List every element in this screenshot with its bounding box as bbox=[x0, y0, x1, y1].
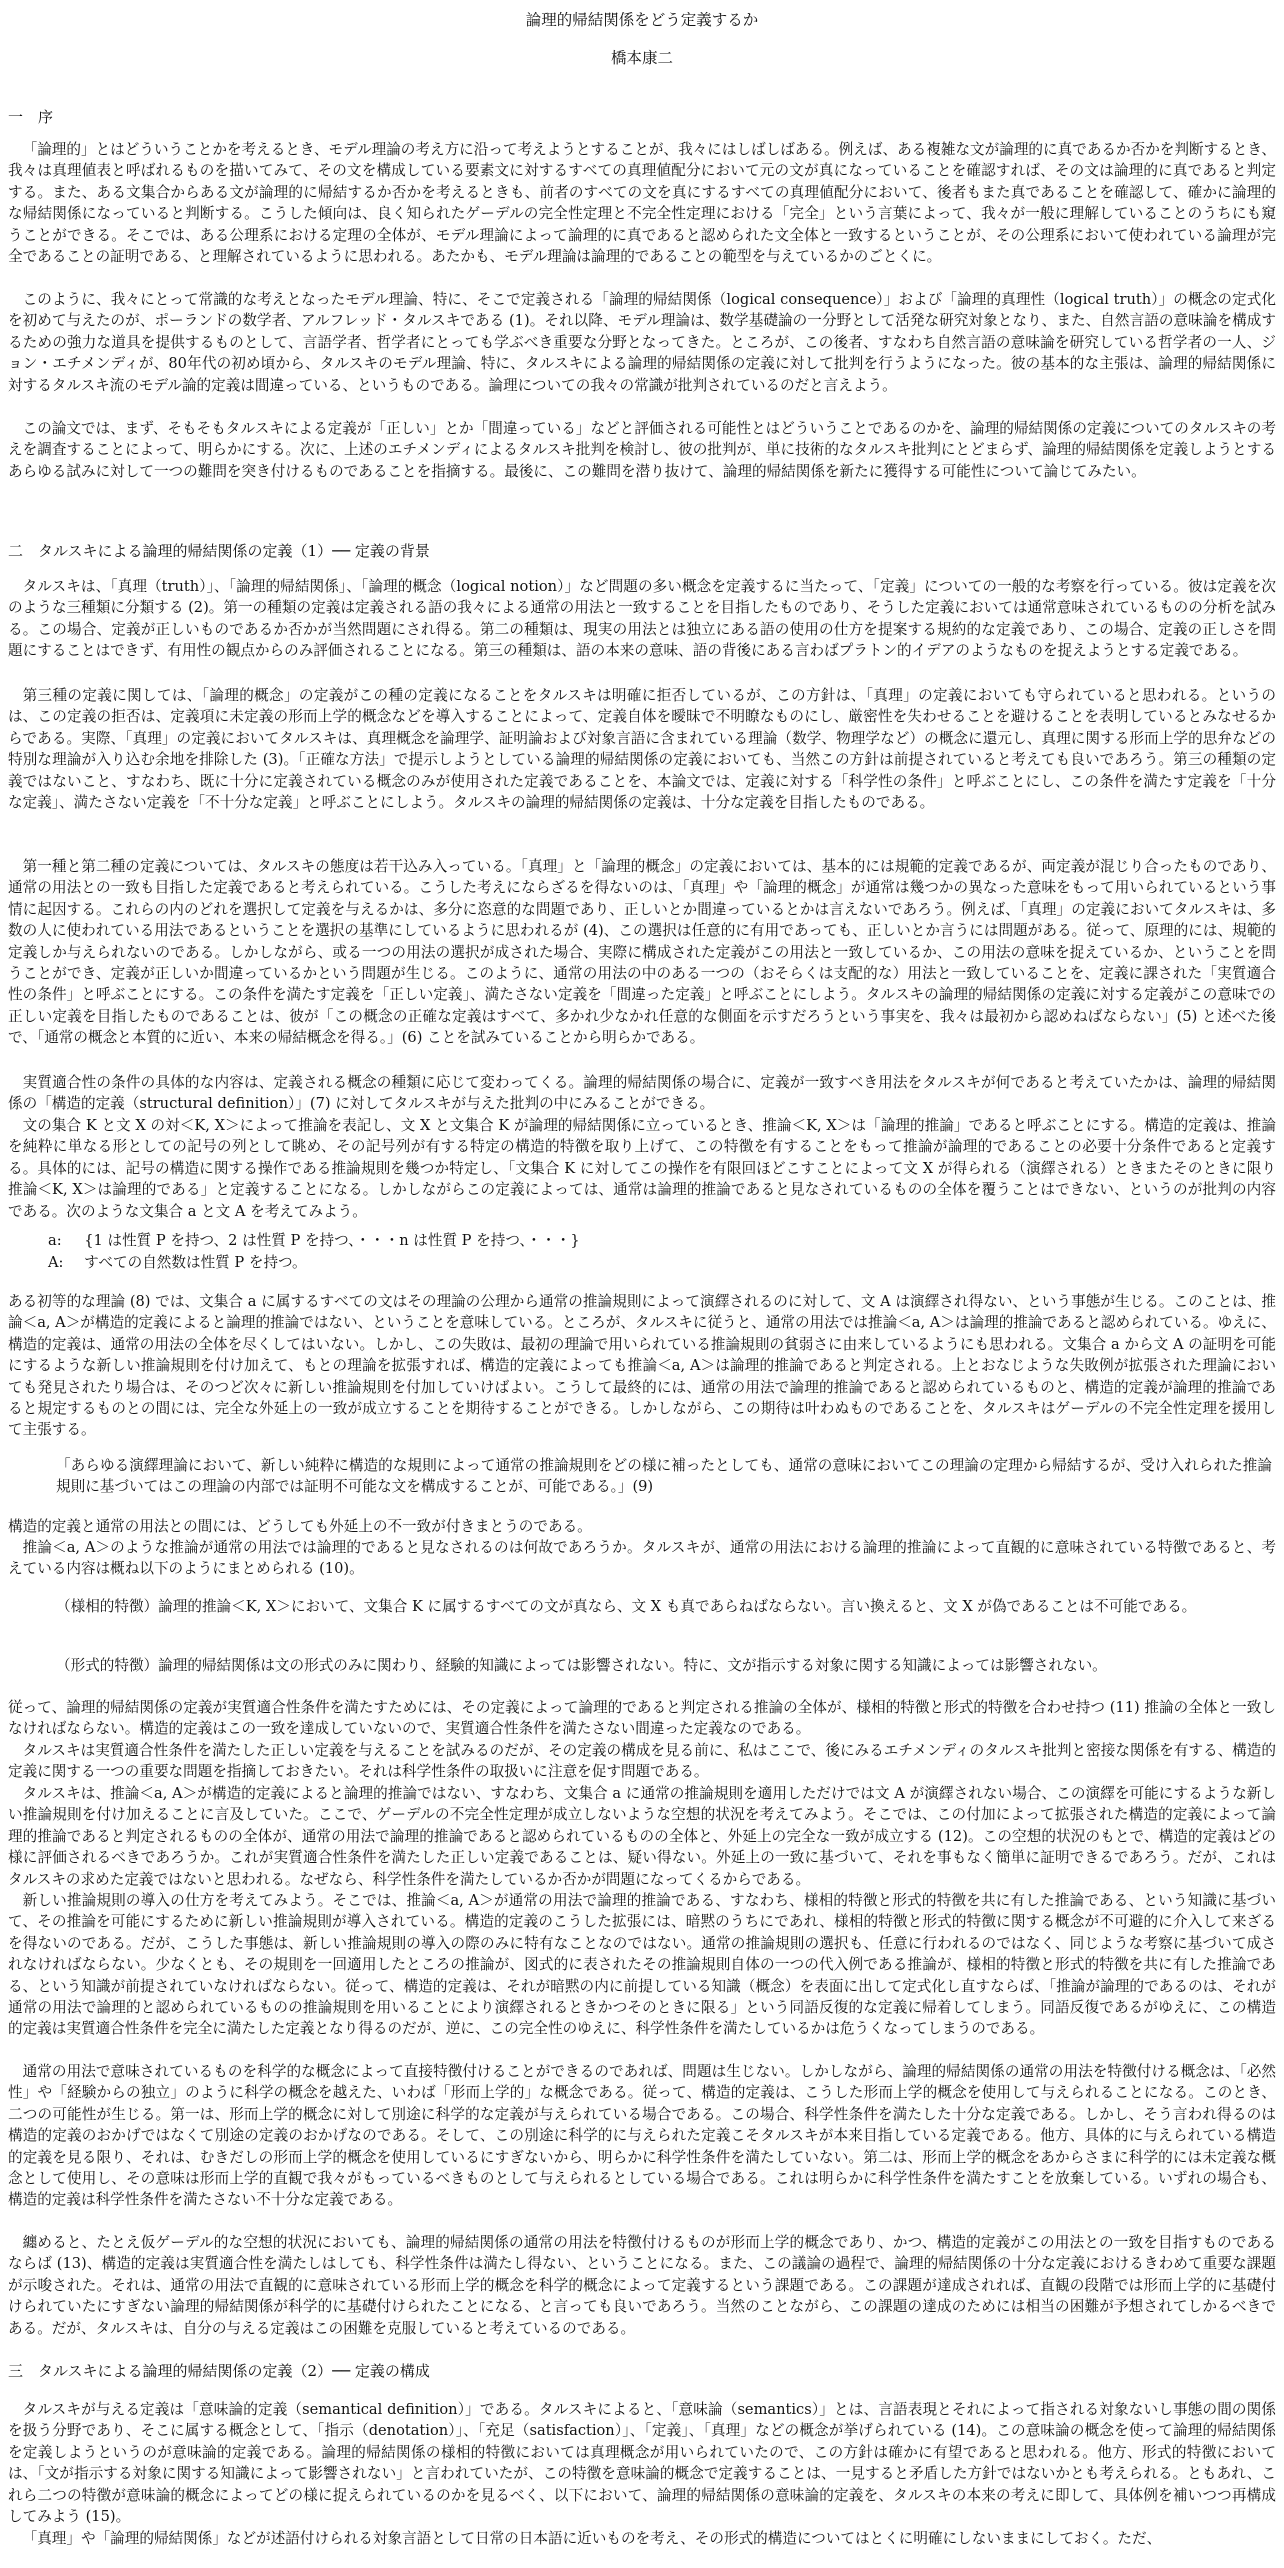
section-heading-1: 一 序 bbox=[8, 108, 54, 126]
paragraph-18: タルスキが与える定義は「意味論的定義（semantical definition）」である。タルスキによると、「意味論（semantics）」とは、言語表現とそれによって指される対象ないし事態の間の関係を扱う分野であり、そこに属する概念として、「指示（denotation）」、「充足（satisfaction）」、「定義」、「真理」などの概念が挙げられている (14)。この意味論の概念を使って論理的帰結関係を定義しようというのが意味論的定義である。論理的帰結関係の様相的特徴においては真理概念が用いられていたので、この方針は確かに有望であると思われる。他方、形式的特徴においては、「文が指示する対象に関する知識によって影響されない」と言われていたが、この特徴を意味論的概念で定義することは、一見すると矛盾した方針ではないかとも考えられる。ともあれ、これら二つの特徴が意味論的概念によってどの様に捉えられているのかを見るべく、以下において、論理的帰結関係の意味論的定義を、タルスキの本来の考えに即して、具体例を補いつつ再構成してみよう (15)。 bbox=[8, 2401, 1276, 2526]
paragraph-19: 「真理」や「論理的帰結関係」などが述語付けられる対象言語として日常の日本語に近いものを考え、その形式的構造についてはとくに明確にしないままにしておく。ただ、 bbox=[22, 2530, 1162, 2547]
paragraph-4: タルスキは、「真理（truth）」、「論理的帰結関係」、「論理的概念（logical notion）」など問題の多い概念を定義するに当たって、「定義」についての一般的な考察を行っている。彼は定義を次のような三種類に分類する (2)。第一の種類の定義は定義される語の我々による通常の用法と一致することを目指したものであり、そうした定義においては通常意味されているものの分析を試みる。この場合、定義が正しいものであるか否かが当然問題にされ得る。第二の種類は、現実の用法とは独立にある語の使用の仕方を提案する規約的な定義であり、この場合、定義の正しさを問題にすることはできず、有用性の観点からのみ評価されることになる。第三の種類は、語の本来の意味、語の背後にある言わばプラトン的イデアのようなものを捉えようとする定義である。 bbox=[8, 578, 1276, 660]
block-quote: 「あらゆる演繹理論において、新しい純粋に構造的な規則によって通常の推論規則をどの様に補ったとしても、通常の意味においてこの理論の定理から帰結するが、受け入れられた推論規則に基づいてはこの理論の内部では証明不可能な文を構成することが、可能である。」(9) bbox=[56, 1457, 1272, 1496]
paper-title: 論理的帰結関係をどう定義するか bbox=[525, 11, 759, 29]
paragraph-12: 従って、論理的帰結関係の定義が実質適合性条件を満たすためには、その定義によって論理的であると判定される推論の全体が、様相的特徴と形式的特徴を合わせ持つ (11) 推論の全体と一致しなければならない。構造的定義はこの一致を達成していないので、実質適合性条件を満たさない間違った定義なのである。 bbox=[8, 1699, 1276, 1738]
paragraph-16: 通常の用法で意味されているものを科学的な概念によって直接特徴付けることができるのであれば、問題は生じない。しかしながら、論理的帰結関係の通常の用法を特徴付ける概念は、「必然性」や「経験からの独立」のように科学の概念を越えた、いわば「形而上学的」な概念である。従って、構造的定義は、こうした形而上学的概念を使用して与えられることになる。このとき、二つの可能性が生じる。第一は、形而上学的概念に対して別途に科学的な定義が与えられている場合である。この場合、科学性条件を満たした十分な定義である。しかし、そう言われ得るのは構造的定義のおかげではなくて別途の定義のおかげなのである。そして、この別途に科学的に与えられた定義こそタルスキが本来目指している定義である。他方、具体的に与えられている構造的定義を見る限り、それは、むきだしの形而上学的概念を使用しているにすぎないから、明らかに科学性条件を満たしていない。第二は、形而上学的概念をあからさまに科学的には未定義な概念として使用し、その意味は形而上学的直観で我々がもっているべきものとして与えられるとしている場合である。これは明らかに科学性条件を満たすことを放棄している。いずれの場合も、構造的定義は科学性条件を満たさない不十分な定義である。 bbox=[8, 2063, 1276, 2209]
paragraph-11: 推論＜a, A＞のような推論が通常の用法では論理的であると見なされるのは何故であろうか。タルスキが、通常の用法における論理的推論によって直観的に意味されている特徴であると、考えている内容は概ね以下のようにまとめられる (10)。 bbox=[8, 1539, 1276, 1578]
paragraph-2: このように、我々にとって常識的な考えとなったモデル理論、特に、そこで定義される「論理的帰結関係（logical consequence）」および「論理的真理性（logical truth）」の概念の定式化を初めて与えたのが、ポーランドの数学者、アルフレッド・タルスキである (1)。それ以降、モデル理論は、数学基礎論の一分野として活発な研究対象となり、また、自然言語の意味論を構成するための強力な道具を提供するものとして、言語学者、哲学者にとっても学ぶべき重要な分野となってきた。ところが、この後者、すなわち自然言語の意味論を研究している哲学者の一人、ジョン・エチメンディが、80年代の初め頃から、タルスキのモデル理論、特に、タルスキによる論理的帰結関係の定義に対して批判を行うようになった。彼の基本的な主張は、論理的帰結関係に対するタルスキ流のモデル論的定義は間違っている、というものである。論理についての我々の常識が批判されているのだと言えよう。 bbox=[8, 291, 1276, 394]
paragraph-10: 構造的定義と通常の用法との間には、どうしても外延上の不一致が付きまとうのである。 bbox=[8, 1518, 592, 1535]
example-A bbox=[48, 1252, 307, 1273]
example-a-text: {1 は性質 P を持つ、2 は性質 P を持つ、・・・n は性質 P を持つ、・・・} bbox=[84, 1232, 580, 1249]
example-A-text: すべての自然数は性質 P を持つ。 bbox=[84, 1254, 307, 1271]
paragraph-7: 実質適合性の条件の具体的な内容は、定義される概念の種類に応じて変わってくる。論理的帰結関係の場合に、定義が一致すべき用法をタルスキが何であると考えていたかは、論理的帰結関係の「構造的定義（structural definition）」(7) に対してタルスキが与えた批判の中にみることができる。 bbox=[8, 1074, 1276, 1113]
paragraph-15: 新しい推論規則の導入の仕方を考えてみよう。そこでは、推論＜a, A＞が通常の用法で論理的推論である、すなわち、様相的特徴と形式的特徴を共に有した推論である、という知識に基づいて、その推論を可能にするために新しい推論規則が導入されている。構造的定義のこうした拡張には、暗黙のうちにであれ、様相的特徴と形式的特徴に関する概念が不可避的に介入して来ざるを得ないのである。だが、こうした事態は、新しい推論規則の導入の際のみに特有なことなのではない。通常の推論規則の選択も、任意に行われるのではなく、同じような考察に基づいて成されなければならない。少なくとも、その規則を一回適用したところの推論が、図式的に表されたその推論規則自体の一つの代入例である推論が、様相的特徴と形式的特徴を共に有した推論である、という知識が前提されていなければならない。従って、構造的定義は、それが暗黙の内に前提している知識（概念）を表面に出して定式化し直すならば、「推論が論理的であるのは、それが通常の用法で論理的と認められているものの推論規則を用いることにより演繹されるときかつそのときに限る」という同語反復的な定義に帰着してしまう。同語反復であるがゆえに、この構造的定義は実質適合性条件を完全に満たした定義となり得るのだが、逆に、この完全性のゆえに、科学性条件を満たしているかは危うくなってしまうのである。 bbox=[8, 1892, 1276, 2038]
paragraph-1: 「論理的」とはどういうことかを考えるとき、モデル理論の考え方に沿って考えようとすることが、我々にはしばしばある。例えば、ある複雑な文が論理的に真であるか否かを判断するとき、我々は真理値表と呼ばれるものを描いてみて、その文を構成している要素文に対するすべての真理値配分において元の文が真になっていることを確認すれば、その文は論理的に真であると判定する。また、ある文集合からある文が論理的に帰結するか否かを考えるときも、前者のすべての文を真にするすべての真理値配分において、後者もまた真であることを確認して、確かに論理的な帰結関係になっていると判断する。こうした傾向は、良く知られたゲーデルの完全性定理と不完全性定理における「完全」という言葉によって、我々が一般に理解していることのうちにも窺うことができる。そこでは、ある公理系における定理の全体が、モデル理論によって論理的に真であると認められた文全体と一致するということが、その公理系において使われている論理が完全であることの証明である、と理解されているように思われる。あたかも、モデル理論は論理的であることの範型を与えているかのごとくに。 bbox=[8, 141, 1276, 266]
modal-feature: （様相的特徴）論理的推論＜K, X＞において、文集合 K に属するすべての文が真なら、文 X も真であらねばならない。言い換えると、文 X が偽であることは不可能である。 bbox=[56, 1598, 1197, 1615]
paragraph-8: 文の集合 K と文 X の対＜K, X＞によって推論を表記し、文 X と文集合 K が論理的帰結関係に立っているとき、推論＜K, X＞は「論理的推論」であると呼ぶことにする。構造的定義は、推論を純粋に単なる形としての記号の列として眺め、その記号列が有する特定の構造的特徴を取り上げて、この特徴を有することをもって推論が論理的であることの必要十分条件であると定義する。具体的には、記号の構造に関する操作である推論規則を幾つか特定し、「文集合 K に対してこの操作を有限回ほどこすことによって文 X が得られる（演繹される）ときまたそのときに限り推論＜K, X＞は論理的である」と定義することになる。しかしながらこの定義によっては、通常は論理的推論であると見なされているものの全体を覆うことはできない、というのが批判の内容である。次のような文集合 a と文 A を考えてみよう。 bbox=[8, 1117, 1276, 1220]
example-a-label: a: bbox=[48, 1232, 62, 1249]
formal-feature: （形式的特徴）論理的帰結関係は文の形式のみに関わり、経験的知識によっては影響されない。特に、文が指示する対象に関する知識によっては影響されない。 bbox=[56, 1657, 1107, 1674]
paper-author: 橋本康二 bbox=[610, 49, 673, 67]
paragraph-13: タルスキは実質適合性条件を満たした正しい定義を与えることを試みるのだが、その定義の構成を見る前に、私はここで、後にみるエチメンディのタルスキ批判と密接な関係を有する、構造的定義に関する一つの重要な問題を指摘しておきたい。それは科学性条件の取扱いに注意を促す問題である。 bbox=[8, 1742, 1276, 1781]
paragraph-5: 第三種の定義に関しては、「論理的概念」の定義がこの種の定義になることをタルスキは明確に拒否しているが、この方針は、「真理」の定義においても守られていると思われる。というのは、この定義の拒否は、定義項に未定義の形而上学的概念などを導入することによって、定義自体を曖昧で不明瞭なものにし、厳密性を失わせることを避けることを表明しているとみなせるからである。実際、「真理」の定義においてタルスキは、真理概念を論理学、証明論および対象言語に含まれている理論（数学、物理学など）の概念に還元し、真理に関する形而上学的思弁などの特別な理論が入り込む余地を排除した (3)。「正確な方法」で提示しようとしている論理的帰結関係の定義においても、当然この方針は前提されていると考えても良いであろう。第三の種類の定義ではないこと、すなわち、既に十分に定義されている概念のみが使用された定義であることを、本論文では、定義に対する「科学性の条件」と呼ぶことにし、この条件を満たす定義を「十分な定義」、満たさない定義を「不十分な定義」と呼ぶことにしよう。タルスキの論理的帰結関係の定義は、十分な定義を目指したものである。 bbox=[8, 687, 1276, 812]
paragraph-3: この論文では、まず、そもそもタルスキによる定義が「正しい」とか「間違っている」などと評価される可能性とはどういうことであるのかを、論理的帰結関係の定義についてのタルスキの考えを調査することによって、明らかにする。次に、上述のエチメンディによるタルスキ批判を検討し、彼の批判が、単に技術的なタルスキ批判にとどまらず、論理的帰結関係を定義しようとするあらゆる試みに対して一つの難問を突き付けるものであることを指摘する。最後に、この難問を潜り抜けて、論理的帰結関係を新たに獲得する可能性について論じてみたい。 bbox=[8, 420, 1277, 480]
paragraph-6: 第一種と第二種の定義については、タルスキの態度は若干込み入っている。「真理」と「論理的概念」の定義においては、基本的には規範的定義であるが、両定義が混じり合ったものであり、通常の用法との一致も目指した定義であると考えられている。こうした考えにならざるを得ないのは、「真理」や「論理的概念」が通常は幾つかの異なった意味をもって用いられているという事情に起因する。これらの内のどれを選択して定義を与えるかは、多分に恣意的な問題であり、正しいとか間違っているとかは言えないであろう。例えば、「真理」の定義においてタルスキは、多数の人に使われている用法であるということを選択の基準にしているように思われるが (4)、この選択は任意的に有用であっても、正しいとか言うには問題がある。従って、原理的には、規範的定義しか与えられないのである。しかしながら、或る一つの用法の選択が成された場合、実際に構成された定義がこの用法と一致しているか、この用法の意味を捉えているか、ということを問うことができ、定義が正しいか間違っているかという問題が生じる。このように、通常の用法の中のある一つの（おそらくは支配的な）用法と一致していることを、定義に課された「実質適合性の条件」と呼ぶことにする。この条件を満たす定義を「正しい定義」、満たさない定義を「間違った定義」と呼ぶことにしよう。タルスキの論理的帰結関係の定義に対する定義がこの意味での正しい定義を目指したものであることは、彼が「この概念の正確な定義はすべて、多かれ少なかれ任意的な側面を示すだろうという事実を、我々は最初から認めねばならない」(5) と述べた後で、「通常の概念と本質的に近い、本来の帰結概念を得る。」(6) ことを試みていることから明らかである。 bbox=[8, 858, 1276, 1047]
example-A-label: A: bbox=[48, 1254, 64, 1271]
example-a bbox=[48, 1230, 580, 1251]
section-heading-3: 三 タルスキによる論理的帰結関係の定義（2）── 定義の構成 bbox=[8, 2362, 430, 2380]
paragraph-9: ある初等的な理論 (8) では、文集合 a に属するすべての文はその理論の公理から通常の推論規則によって演繹されるのに対して、文 A は演繹され得ない、という事態が生じる。このことは、推論＜a, A＞が構造的定義によると論理的推論ではない、ということを意味している。ところが、タルスキに従うと、通常の用法では推論＜a, A＞は論理的推論であると認められている。ゆえに、構造的定義は、通常の用法の全体を尽くしてはいない。しかし、この失敗は、最初の理論で用いられている推論規則の貧弱さに由来しているようにも思われる。文集合 a から文 A の証明を可能にするような新しい推論規則を付け加えて、もとの理論を拡張すれば、構造的定義によっても推論＜a, A＞は論理的推論であると判定される。上とおなじような失敗例が拡張された理論においても発見されたり場合は、そのつど次々に新しい推論規則を付加していけばよい。こうして最終的には、通常の用法で論理的推論であると認められているものと、構造的定義が論理的推論であると規定するものとの間には、完全な外延上の一致が成立することを期待することができる。しかしながら、この期待は叶わぬものであることを、タルスキはゲーデルの不完全性定理を援用して主張する。 bbox=[8, 1293, 1276, 1439]
paragraph-17: 纏めると、たとえ仮ゲーデル的な空想的状況においても、論理的帰結関係の通常の用法を特徴付けるものが形而上学的概念であり、かつ、構造的定義がこの用法との一致を目指すものであるならば (13)、構造的定義は実質適合性を満たしはしても、科学性条件は満たし得ない、ということになる。また、この議論の過程で、論理的帰結関係の十分な定義におけるきわめて重要な課題が示唆された。それは、通常の用法で直観的に意味されている形而上学的概念を科学的概念によって定義するという課題である。この課題が達成されれば、直観の段階では形而上学的に基礎付けられていたにすぎない論理的帰結関係が科学的に基礎付けられたことになる、と言っても良いであろう。当然のことながら、この課題の達成のためには相当の困難が予想されてしかるべきである。だが、タルスキは、自分の与える定義はこの困難を克服していると考えているのである。 bbox=[8, 2234, 1276, 2337]
paragraph-14: タルスキは、推論＜a, A＞が構造的定義によると論理的推論ではない、すなわち、文集合 a に通常の推論規則を適用しただけでは文 A が演繹されない場合、この演繹を可能にするような新しい推論規則を付け加えることに言及していた。ここで、ゲーデルの不完全性定理が成立しないような空想的状況を考えてみよう。そこでは、この付加によって拡張された構造的定義によって論理的推論であると判定されるものの全体が、通常の用法で論理的推論であると認められているものの全体と、外延上の完全な一致が成立する (12)。この空想的状況のもとで、構造的定義はどの様に評価されるべきであろうか。これが実質適合性条件を満たした正しい定義であることは、疑い得ない。外延上の一致に基づいて、それを事もなく簡単に証明できるであろう。だが、これはタルスキの求めた定義ではないと思われる。なぜなら、科学性条件を満たしているか否かが問題になってくるからである。 bbox=[8, 1785, 1276, 1888]
section-heading-2: 二 タルスキによる論理的帰結関係の定義（1）── 定義の背景 bbox=[8, 542, 430, 560]
